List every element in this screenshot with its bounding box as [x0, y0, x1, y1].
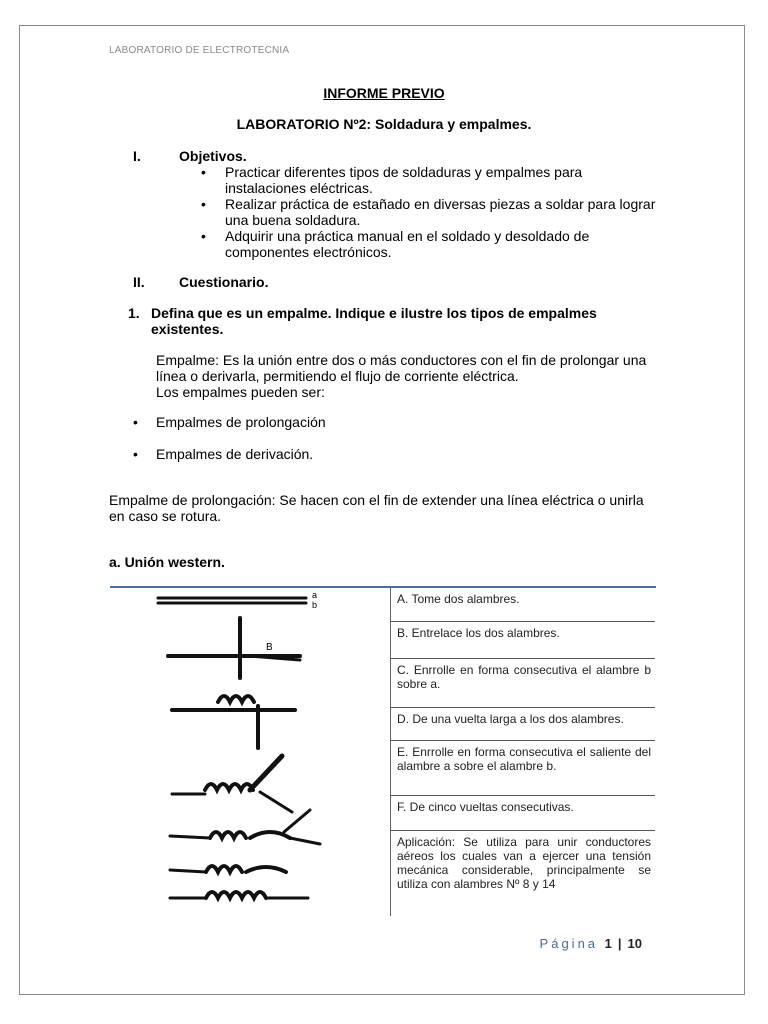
wire-label-a: a	[312, 590, 318, 600]
page-word: Página	[539, 936, 599, 951]
question-text: existentes.	[151, 321, 224, 337]
objective-line: Practicar diferentes tipos de soldaduras y empalmes para	[225, 164, 583, 180]
section-heading-questionnaire: Cuestionario.	[179, 274, 269, 290]
wire-splice-illustration	[110, 588, 390, 918]
step-cell: C. Enrrolle en forma consecutiva el alambre b sobre a.	[391, 659, 655, 708]
objective-line: Adquirir una práctica manual en el soldado y desoldado de	[225, 228, 590, 244]
objective-line: una buena soldadura.	[225, 212, 361, 228]
document-subtitle: LABORATORIO Nº2: Soldadura y empalmes.	[236, 116, 532, 132]
step-cell: D. De una vuelta larga a los dos alambres.	[391, 708, 655, 741]
running-header: LABORATORIO DE ELECTROTECNIA	[109, 45, 290, 56]
bullet-icon: •	[133, 414, 138, 430]
document-title: INFORME PREVIO	[323, 85, 445, 101]
section-heading-objectives: Objetivos.	[179, 148, 247, 164]
wire-label-b: b	[312, 600, 318, 610]
step-cell: F. De cinco vueltas consecutivas.	[391, 796, 655, 831]
page-footer	[540, 936, 642, 951]
list-item: Empalmes de prolongación	[156, 414, 326, 430]
question-text: Defina que es un empalme. Indique e ilustre los tipos de empalmes	[151, 305, 597, 321]
step-cell: A. Tome dos alambres.	[391, 588, 655, 622]
section-numeral-questionnaire: II.	[133, 274, 145, 290]
step-cell: E. Enrrolle en forma consecutiva el saliente del alambre a sobre el alambre b.	[391, 741, 655, 796]
step-cell: B. Entrelace los dos alambres.	[391, 622, 655, 659]
total-pages: 10	[627, 936, 642, 951]
bullet-icon: •	[201, 228, 206, 244]
list-item: Empalmes de derivación.	[156, 446, 314, 462]
paragraph-line: en caso se rotura.	[109, 508, 222, 524]
step-cell: Aplicación: Se utiliza para unir conductores aéreos los cuales van a ejercer una tensión mecánica considerable, principalmente se utiliza con alambres Nº 8 y 14	[397, 835, 651, 891]
bullet-icon: •	[201, 164, 206, 180]
objective-line: componentes electrónicos.	[225, 244, 392, 260]
bullet-icon: •	[201, 196, 206, 212]
steps-table	[390, 588, 655, 916]
answer-text: línea o derivarla, permitiendo el flujo de corriente eléctrica.	[156, 368, 519, 384]
question-number: 1.	[128, 305, 140, 321]
bullet-icon: •	[133, 446, 138, 462]
page-number: 1	[604, 936, 612, 951]
subsection-heading: a. Unión western.	[109, 554, 225, 570]
objective-line: Realizar práctica de estañado en diversas piezas a soldar para lograr	[225, 196, 656, 212]
answer-text: Empalme: Es la unión entre dos o más conductores con el fin de prolongar una	[156, 352, 647, 368]
wire-label-b-upper: B	[266, 642, 273, 653]
objective-line: instalaciones eléctricas.	[225, 180, 373, 196]
answer-text: Los empalmes pueden ser:	[156, 384, 325, 400]
paragraph-line: Empalme de prolongación: Se hacen con el fin de extender una línea eléctrica o unirla	[109, 492, 644, 508]
section-numeral-objectives: I.	[133, 148, 141, 164]
page-separator: |	[617, 936, 622, 951]
western-union-figure	[110, 586, 656, 918]
